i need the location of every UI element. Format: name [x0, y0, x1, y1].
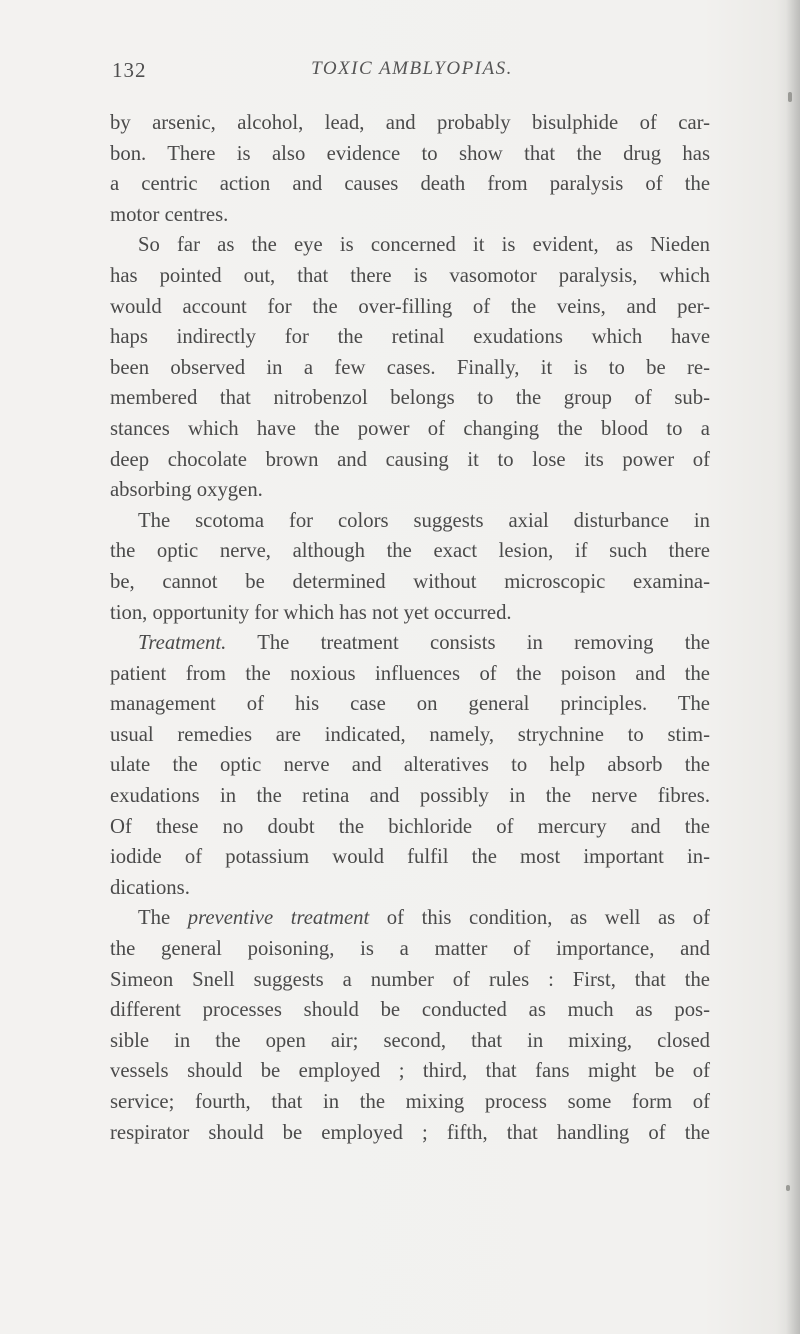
- text-line: [110, 934, 710, 965]
- text-line: [110, 812, 710, 843]
- text-span: sible in the open air; second, that in mixing, closed: [110, 1029, 710, 1052]
- text-span: different processes should be conducted as much as pos-: [110, 999, 710, 1022]
- text-line: [110, 139, 710, 170]
- text-span: has pointed out, that there is vasomotor paralysis, which: [110, 264, 710, 287]
- text-line: [110, 598, 710, 629]
- text-line: [110, 781, 710, 812]
- text-span: the general poisoning, is a matter of importance, and: [110, 938, 710, 961]
- text-span: The treatment consists in removing the: [226, 632, 710, 655]
- text-line: [110, 1026, 710, 1057]
- text-span: ulate the optic nerve and alteratives to help absorb the: [110, 754, 710, 777]
- text-line: [110, 1056, 710, 1087]
- text-span: The scotoma for colors suggests axial disturbance in: [138, 509, 710, 532]
- text-span: bon. There is also evidence to show that the drug has: [110, 142, 710, 165]
- text-span: dications.: [110, 876, 190, 899]
- text-line: [110, 200, 710, 231]
- text-span: patient from the noxious influences of the poison and the: [110, 662, 710, 685]
- italic-phrase: preventive treatment: [187, 907, 370, 930]
- text-span: membered that nitrobenzol belongs to the group of sub-: [110, 387, 710, 410]
- text-line: [110, 873, 710, 904]
- body-text: [110, 108, 710, 1148]
- scan-speck: [786, 1185, 790, 1191]
- text-span: of this condition, as well as of: [369, 907, 710, 930]
- text-line: [110, 1118, 710, 1149]
- text-line: [110, 689, 710, 720]
- text-line: [110, 353, 710, 384]
- text-span: respirator should be employed ; fifth, that handling of the: [110, 1121, 710, 1144]
- scan-speck: [788, 92, 792, 102]
- text-line: [110, 720, 710, 751]
- page-edge-shadow: [786, 0, 800, 1334]
- text-line: [110, 169, 710, 200]
- text-span: a centric action and causes death from paralysis of the: [110, 173, 710, 196]
- text-span: management of his case on general principles. The: [110, 693, 710, 716]
- text-line: [110, 445, 710, 476]
- text-span: iodide of potassium would fulfil the most important in-: [110, 846, 710, 869]
- text-line: [110, 903, 710, 934]
- page-header: [112, 58, 712, 88]
- text-span: the optic nerve, although the exact lesion, if such there: [110, 540, 710, 563]
- italic-heading: Treatment.: [138, 632, 227, 655]
- text-span: been observed in a few cases. Finally, it is to be re-: [110, 356, 710, 379]
- text-line: [110, 567, 710, 598]
- text-span: haps indirectly for the retinal exudations which have: [110, 326, 710, 349]
- text-line: [110, 322, 710, 353]
- text-line: [110, 292, 710, 323]
- text-span: by arsenic, alcohol, lead, and probably bisulphide of car-: [110, 112, 710, 134]
- text-span: motor centres.: [110, 203, 229, 226]
- text-span: Of these no doubt the bichloride of mercury and the: [110, 815, 710, 838]
- text-span: be, cannot be determined without microscopic examina-: [110, 570, 710, 593]
- text-span: would account for the over-filling of the veins, and per-: [110, 295, 710, 318]
- text-span: tion, opportunity for which has not yet occurred.: [110, 601, 512, 624]
- text-line: [110, 261, 710, 292]
- text-span: The: [138, 907, 188, 930]
- text-line: [110, 383, 710, 414]
- text-line: [110, 506, 710, 537]
- text-span: usual remedies are indicated, namely, strychnine to stim-: [110, 723, 710, 746]
- text-line: [110, 659, 710, 690]
- text-line: [110, 750, 710, 781]
- text-line: [110, 536, 710, 567]
- text-line: [110, 475, 710, 506]
- text-span: vessels should be employed ; third, that fans might be of: [110, 1060, 710, 1083]
- text-line: [110, 628, 710, 659]
- text-span: deep chocolate brown and causing it to lose its power of: [110, 448, 710, 471]
- running-head: TOXIC AMBLYOPIAS.: [311, 58, 513, 79]
- text-span: exudations in the retina and possibly in the nerve fibres.: [110, 785, 710, 808]
- text-line: [110, 965, 710, 996]
- text-span: absorbing oxygen.: [110, 479, 263, 502]
- text-line: [110, 1087, 710, 1118]
- page-number: 132: [112, 58, 147, 82]
- text-line: [110, 842, 710, 873]
- text-span: service; fourth, that in the mixing process some form of: [110, 1091, 710, 1113]
- text-span: So far as the eye is concerned it is evident, as Nieden: [138, 234, 710, 257]
- text-line: [110, 230, 710, 261]
- text-line: [110, 108, 710, 139]
- text-span: stances which have the power of changing the blood to a: [110, 417, 710, 440]
- text-span: Simeon Snell suggests a number of rules : First, that the: [110, 968, 710, 991]
- text-line: [110, 995, 710, 1026]
- text-line: [110, 414, 710, 445]
